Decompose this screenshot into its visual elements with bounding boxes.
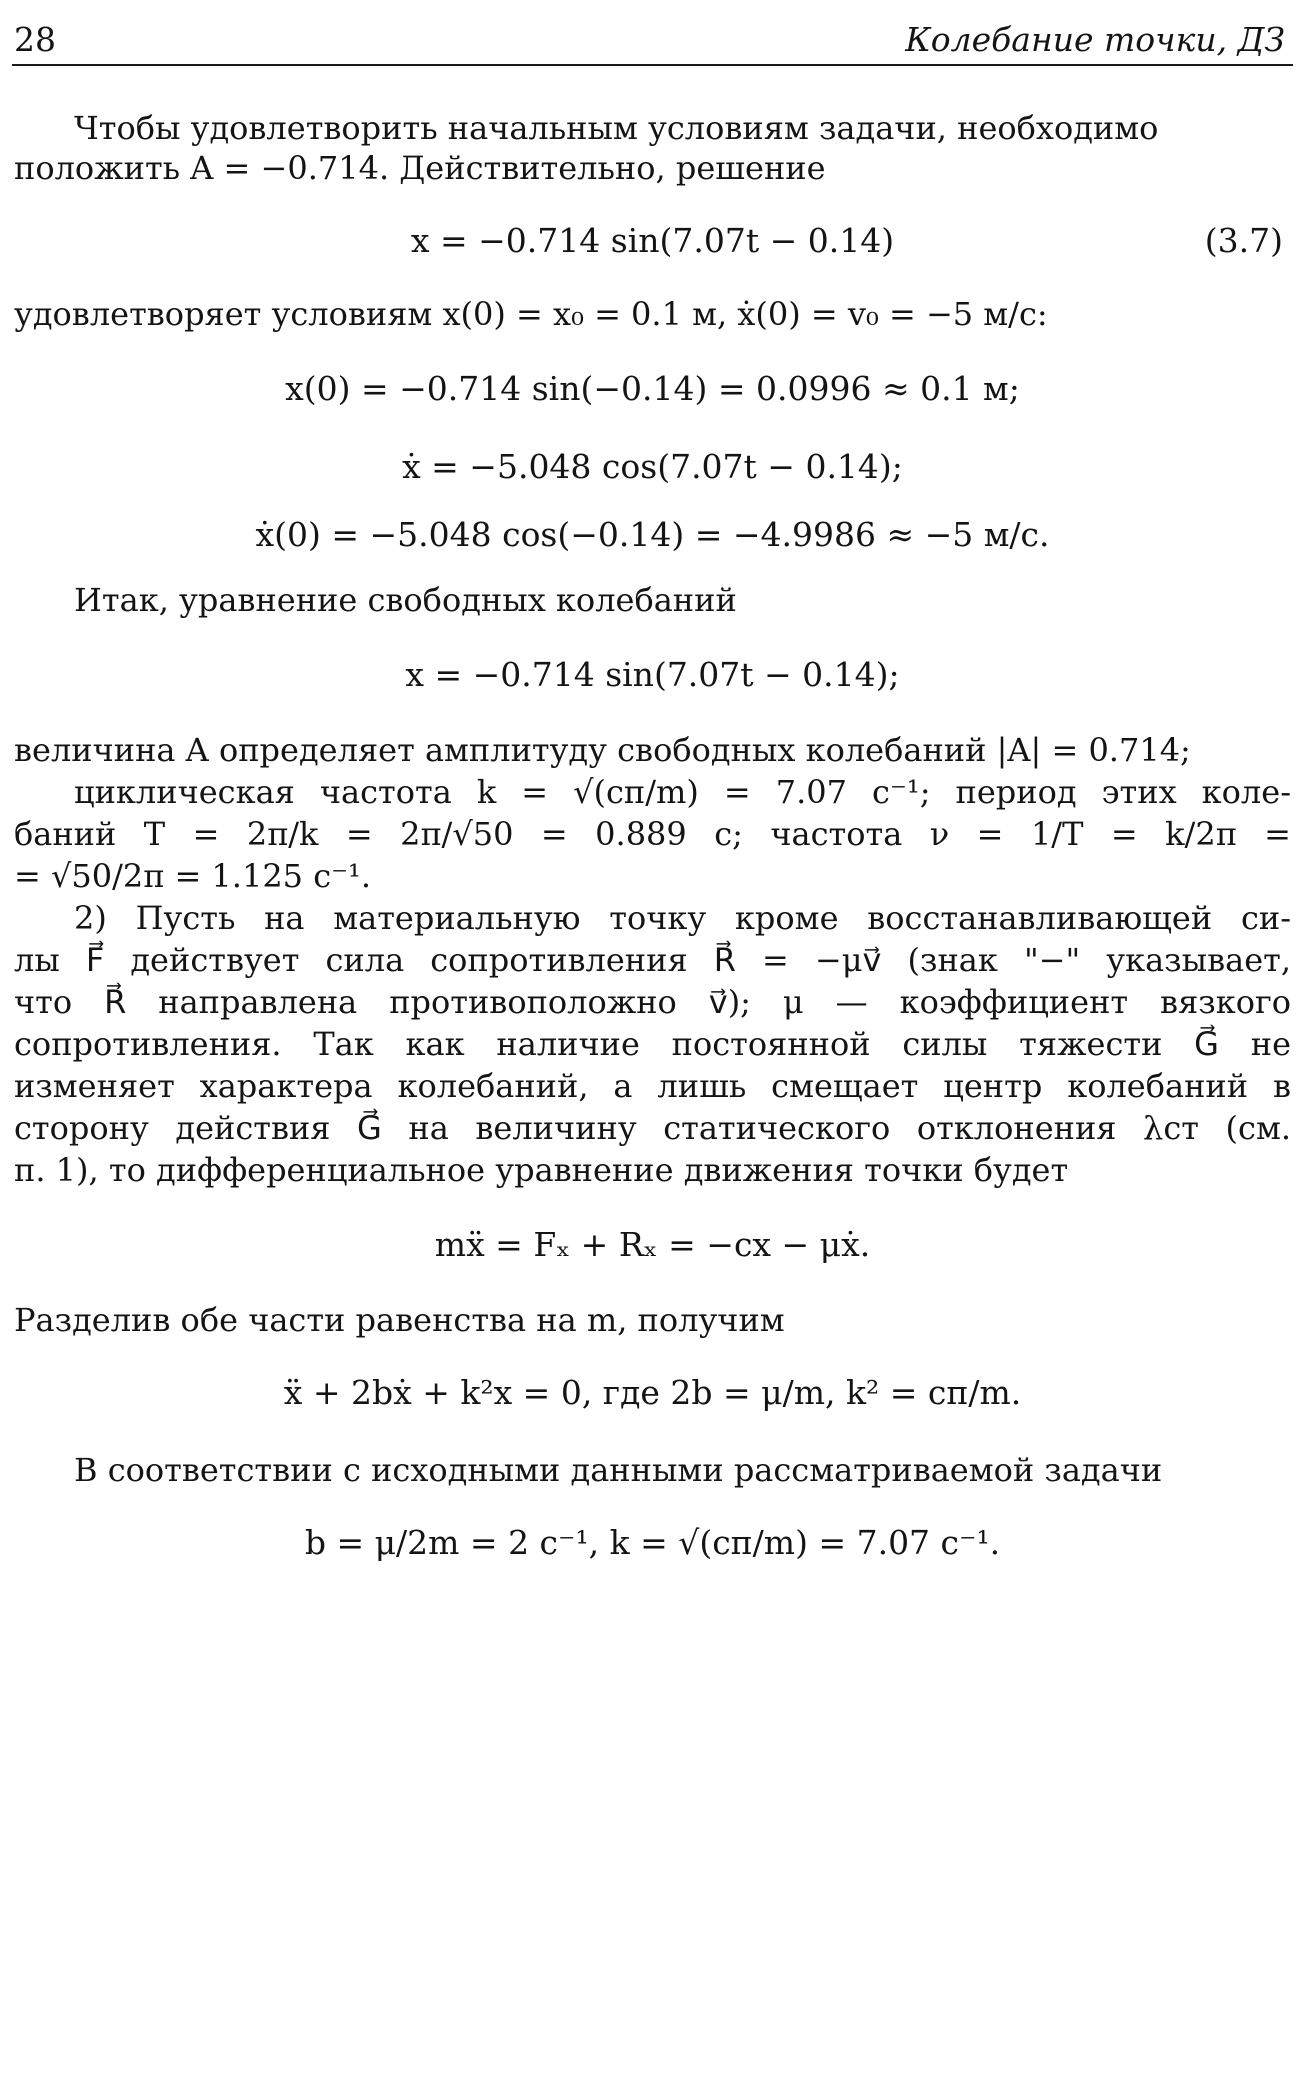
paragraph-line: В соответствии с исходными данными рассматриваемой задачи bbox=[74, 1451, 1163, 1489]
paragraph-line: величина A определяет амплитуду свободных колебаний |A| = 0.714; bbox=[14, 731, 1191, 769]
paragraph-line: сопротивления. Так как наличие постоянной силы тяжести G⃗ не bbox=[14, 1025, 1291, 1063]
paragraph-line: = √50/2π = 1.125 с⁻¹. bbox=[14, 857, 372, 895]
paragraph-line: лы F⃗ действует сила сопротивления R⃗ = −μv⃗ (знак "−" указывает, bbox=[14, 941, 1291, 979]
equation: ẋ(0) = −5.048 cos(−0.14) = −4.9986 ≈ −5 м/с. bbox=[255, 515, 1050, 554]
paragraph-line: положить A = −0.714. Действительно, решение bbox=[14, 149, 826, 187]
paragraph-line: изменяет характера колебаний, а лишь смещает центр колебаний в bbox=[14, 1067, 1291, 1105]
equation: ẋ = −5.048 cos(7.07t − 0.14); bbox=[402, 447, 903, 486]
running-head: Колебание точки, ДЗ bbox=[905, 20, 1285, 59]
paragraph-line: п. 1), то дифференциальное уравнение движения точки будет bbox=[14, 1151, 1069, 1189]
paragraph-line: Разделив обе части равенства на m, получим bbox=[14, 1301, 785, 1339]
paragraph-line: Итак, уравнение свободных колебаний bbox=[74, 581, 737, 619]
equation: mẍ = Fₓ + Rₓ = −cx − μẋ. bbox=[434, 1225, 871, 1264]
paragraph-line: сторону действия G⃗ на величину статического отклонения λст (см. bbox=[14, 1109, 1291, 1147]
paragraph-line: баний T = 2π/k = 2π/√50 = 0.889 с; частота ν = 1/T = k/2π = bbox=[14, 815, 1291, 853]
paragraph-line: Чтобы удовлетворить начальным условиям задачи, необходимо bbox=[74, 109, 1159, 147]
equation: b = μ/2m = 2 с⁻¹, k = √(cп/m) = 7.07 с⁻¹. bbox=[304, 1523, 1001, 1562]
equation: x = −0.714 sin(7.07t − 0.14); bbox=[405, 655, 900, 694]
page-header bbox=[12, 14, 1293, 66]
equation-number: (3.7) bbox=[1204, 221, 1283, 260]
page-number: 28 bbox=[14, 20, 56, 59]
paragraph-line: удовлетворяет условиям x(0) = x₀ = 0.1 м, ẋ(0) = v₀ = −5 м/с: bbox=[14, 295, 1048, 333]
paragraph-line: 2) Пусть на материальную точку кроме восстанавливающей си- bbox=[74, 899, 1291, 937]
equation: x(0) = −0.714 sin(−0.14) = 0.0996 ≈ 0.1 м; bbox=[285, 369, 1020, 408]
paragraph-line: циклическая частота k = √(cп/m) = 7.07 с⁻¹; период этих коле- bbox=[74, 773, 1291, 811]
paragraph-line: что R⃗ направлена противоположно v⃗); μ — коэффициент вязкого bbox=[14, 983, 1291, 1021]
equation-3-7: x = −0.714 sin(7.07t − 0.14) bbox=[410, 221, 895, 260]
equation: ẍ + 2bẋ + k²x = 0, где 2b = μ/m, k² = cп/m. bbox=[283, 1373, 1022, 1412]
